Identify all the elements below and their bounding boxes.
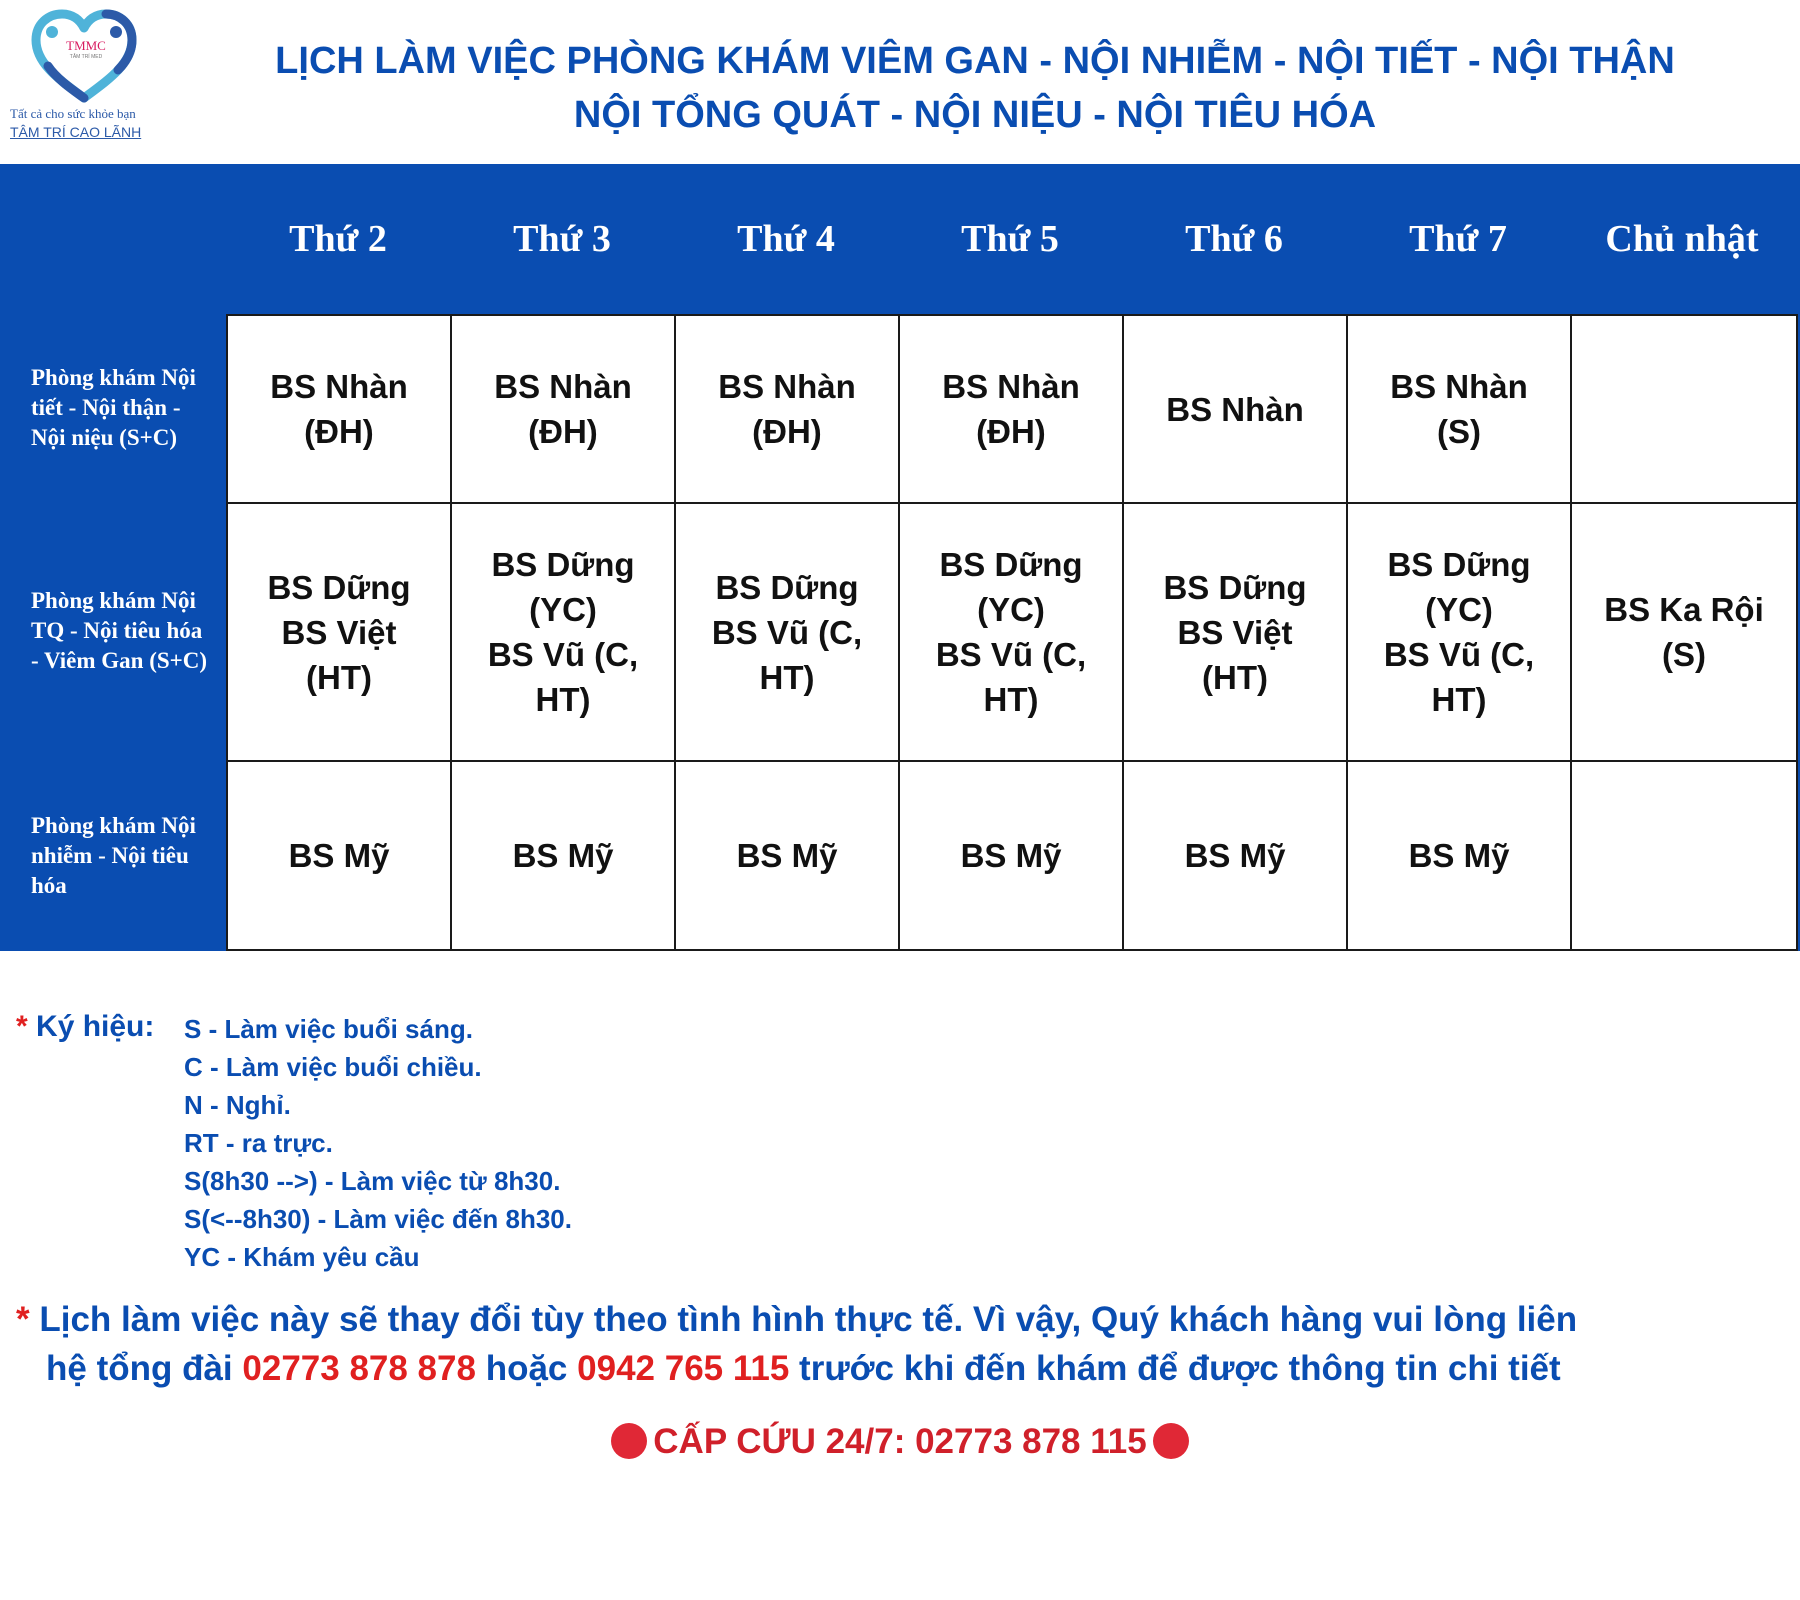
logo-mark-sub: TÂM TRÍ MED	[69, 54, 103, 60]
hotline-phone-2[interactable]: 0942 765 115	[577, 1349, 790, 1388]
day-header-thu-5: Thứ 5	[961, 218, 1059, 260]
schedule-cell	[1570, 314, 1798, 504]
legend-item: S(<--8h30) - Làm việc đến 8h30.	[184, 1204, 572, 1234]
notice-star: *	[16, 1300, 30, 1339]
schedule-table	[0, 164, 1800, 951]
legend-item: YC - Khám yêu cầu	[184, 1242, 420, 1272]
schedule-cell: BS Mỹ	[898, 760, 1124, 951]
schedule-cell: BS Mỹ	[674, 760, 900, 951]
red-dot-icon	[1153, 1423, 1189, 1459]
schedule-cell: BS Dững BS Việt (HT)	[1122, 502, 1348, 762]
day-header-thu-2: Thứ 2	[289, 218, 387, 260]
logo-name: TÂM TRÍ CAO LÃNH	[10, 124, 142, 140]
day-header-chu-nhat: Chủ nhật	[1605, 218, 1759, 260]
day-header-thu-3: Thứ 3	[513, 218, 611, 260]
schedule-cell: BS Dững (YC) BS Vũ (C, HT)	[1346, 502, 1572, 762]
schedule-cell: BS Mỹ	[226, 760, 452, 951]
schedule-cell: BS Nhàn (ĐH)	[226, 314, 452, 504]
hotline-phone-1[interactable]: 02773 878 878	[242, 1349, 476, 1388]
emergency-line	[0, 1422, 1800, 1462]
notice-line-2	[16, 1344, 1786, 1393]
legend-star: *	[16, 1010, 28, 1043]
schedule-cell: BS Dững (YC) BS Vũ (C, HT)	[898, 502, 1124, 762]
schedule-cell: BS Mỹ	[1122, 760, 1348, 951]
room-label-noi-tq: Phòng khám Nội TQ - Nội tiêu hóa - Viêm Gan (S+C)	[31, 588, 208, 673]
day-header-thu-7: Thứ 7	[1409, 218, 1507, 260]
title-line-1: LỊCH LÀM VIỆC PHÒNG KHÁM VIÊM GAN - NỘI NHIỄM - NỘI TIẾT - NỘI THẬN	[275, 40, 1675, 82]
schedule-cell: BS Nhàn (ĐH)	[674, 314, 900, 504]
day-header-thu-6: Thứ 6	[1185, 218, 1283, 260]
logo	[8, 8, 158, 143]
notice-text-4: trước khi đến khám để được thông tin chi tiết	[799, 1349, 1561, 1388]
schedule-cell: BS Mỹ	[1346, 760, 1572, 951]
room-label-noi-tiet: Phòng khám Nội tiết - Nội thận - Nội niệu (S+C)	[31, 365, 196, 450]
notice-text-3: hoặc	[485, 1349, 568, 1388]
legend-items	[184, 1010, 884, 1276]
legend-item: S(8h30 -->) - Làm việc từ 8h30.	[184, 1166, 561, 1196]
red-dot-icon	[611, 1423, 647, 1459]
legend-item: C - Làm việc buổi chiều.	[184, 1052, 482, 1082]
schedule-cell: BS Nhàn (S)	[1346, 314, 1572, 504]
schedule-cell: BS Nhàn (ĐH)	[450, 314, 676, 504]
day-header-thu-4: Thứ 4	[737, 218, 835, 260]
schedule-cell: BS Nhàn (ĐH)	[898, 314, 1124, 504]
page-title	[160, 34, 1790, 142]
notice	[16, 1295, 1786, 1393]
schedule-cell	[1570, 760, 1798, 951]
schedule-cell: BS Ka Rội (S)	[1570, 502, 1798, 762]
room-label-noi-nhiem: Phòng khám Nội nhiễm - Nội tiêu hóa	[31, 812, 196, 898]
notice-text-2: hệ tổng đài	[46, 1349, 233, 1388]
logo-mark: TMMC	[66, 38, 106, 53]
schedule-cell: BS Nhàn	[1122, 314, 1348, 504]
legend-item: RT - ra trực.	[184, 1128, 333, 1158]
schedule-cell: BS Dững (YC) BS Vũ (C, HT)	[450, 502, 676, 762]
schedule-cell: BS Dững BS Vũ (C, HT)	[674, 502, 900, 762]
legend-item: N - Nghỉ.	[184, 1090, 291, 1120]
emergency-text[interactable]: CẤP CỨU 24/7: 02773 878 115	[653, 1422, 1147, 1461]
title-line-2: NỘI TỔNG QUÁT - NỘI NIỆU - NỘI TIÊU HÓA	[573, 94, 1377, 136]
legend-label	[16, 1010, 186, 1044]
schedule-cell: BS Mỹ	[450, 760, 676, 951]
schedule-cell: BS Dững BS Việt (HT)	[226, 502, 452, 762]
notice-text-1: Lịch làm việc này sẽ thay đổi tùy theo tình hình thực tế. Vì vậy, Quý khách hàng vui lòng liên	[39, 1300, 1578, 1339]
legend-item: S - Làm việc buổi sáng.	[184, 1014, 473, 1044]
notice-line-1	[16, 1295, 1786, 1344]
logo-tagline: Tất cả cho sức khỏe bạn	[10, 106, 136, 121]
legend-label-text: Ký hiệu:	[36, 1010, 155, 1043]
